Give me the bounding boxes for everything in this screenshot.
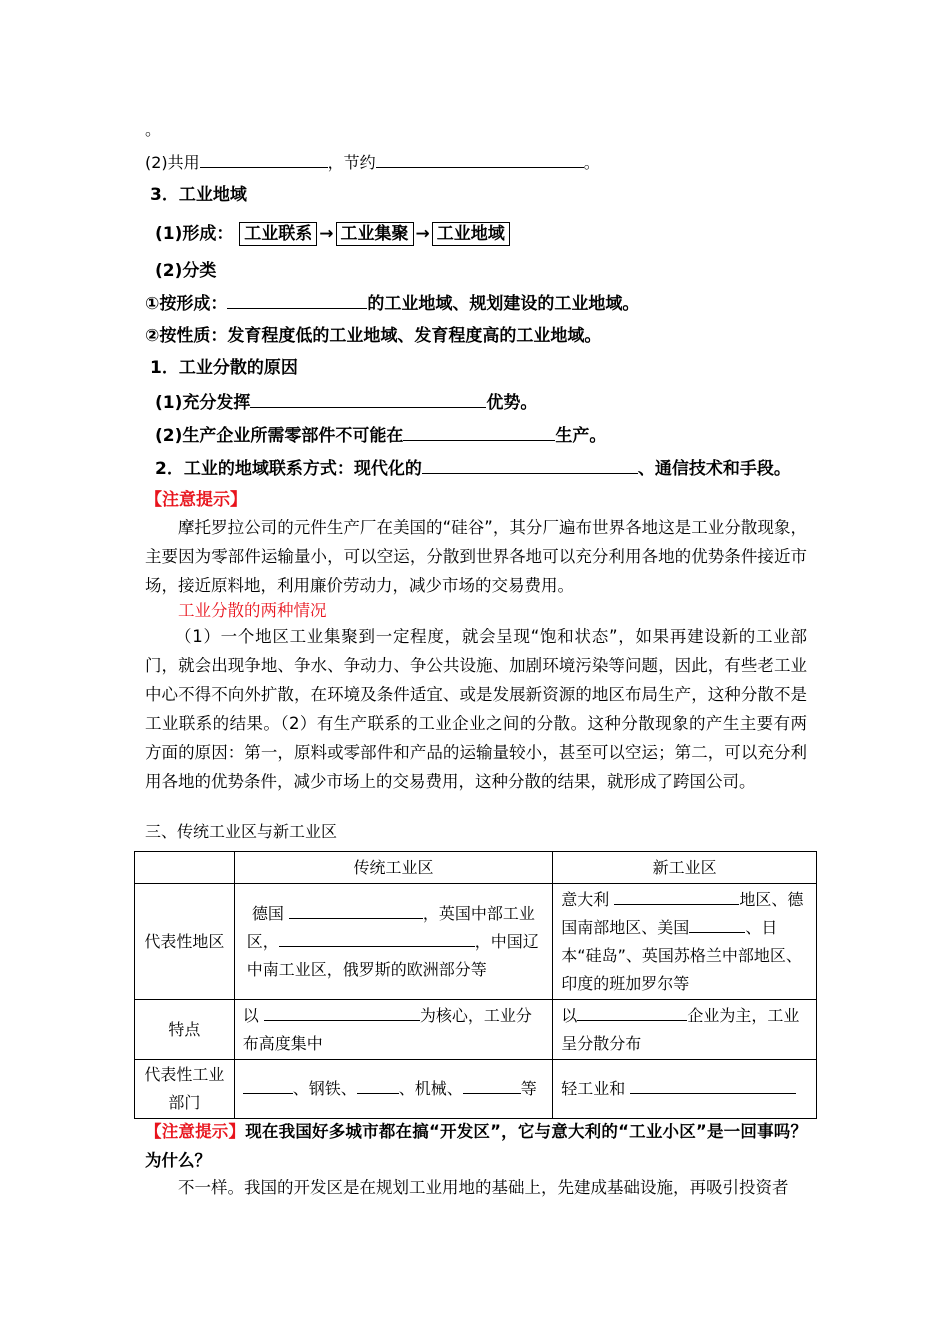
blank[interactable] <box>403 425 555 441</box>
text: 、日本“硅岛”、英国苏格兰中部地区、印度的班加罗尔等 <box>561 917 802 993</box>
blank[interactable] <box>289 903 423 919</box>
blank[interactable] <box>227 293 367 309</box>
line-shared-saving <box>145 152 600 173</box>
note-block-2 <box>145 1117 807 1175</box>
row-label: 特点 <box>135 1000 235 1060</box>
arrow-icon: → <box>319 224 334 244</box>
blank[interactable] <box>614 889 739 905</box>
formation-label: (1)形成： <box>155 224 234 244</box>
note-title-2: 【注意提示】 <box>145 1122 246 1141</box>
reason-1-line <box>155 392 537 413</box>
table-row <box>135 1060 817 1119</box>
text: 、通信技术和手段。 <box>637 459 791 479</box>
table-header-cell <box>135 852 235 884</box>
table-header-cell: 新工业区 <box>553 852 817 884</box>
row-label: 代表性工业部门 <box>135 1060 235 1119</box>
flow-box-3: 工业地域 <box>432 222 510 246</box>
dispersion-reason-heading: 1．工业分散的原因 <box>150 358 298 378</box>
table-header-cell: 传统工业区 <box>234 852 553 884</box>
note-question: 现在我国好多城市都在搞“开发区”，它与意大利的“工业小区”是一回事吗？为什么？ <box>145 1122 807 1170</box>
blank[interactable] <box>264 1005 420 1021</box>
text: 为核心，工业分布高度集中 <box>242 1005 532 1053</box>
text: ，英国中部工业区， <box>246 903 535 951</box>
blank[interactable] <box>463 1078 521 1094</box>
heading-industrial-region: 3．工业地域 <box>150 185 247 205</box>
text: 、钢铁、 <box>292 1079 357 1098</box>
blank[interactable] <box>689 917 745 933</box>
trad-sectors-cell <box>234 1060 553 1119</box>
text: 意大利 <box>561 889 610 909</box>
trad-feature-cell <box>234 1000 553 1060</box>
text: 的工业地域、规划建设的工业地域。 <box>367 294 640 314</box>
blank[interactable] <box>376 152 584 168</box>
text: (2)生产企业所需零部件不可能在 <box>155 426 404 446</box>
note-body-1: 摩托罗拉公司的元件生产厂在美国的“硅谷”，其分厂遍布世界各地这是工业分散现象，主要因为零部件运输量小，可以空运，分散到世界各地可以充分利用各地的优势条件接近市场，接近原料地，利用廉价劳动力，减少市场的交易费用。 <box>145 518 807 595</box>
text: 。 <box>583 153 600 172</box>
formation-flow <box>155 222 510 246</box>
text: 、机械、 <box>398 1079 463 1098</box>
text: ①按形成： <box>145 294 228 314</box>
blank[interactable] <box>243 1078 293 1094</box>
new-sectors-cell <box>553 1060 817 1119</box>
classification-heading: (2)分类 <box>155 261 217 281</box>
text: ，节约 <box>327 153 376 172</box>
text: 以 <box>242 1005 259 1025</box>
text: 德国 <box>251 903 284 923</box>
dispersion-paragraph: （1）一个地区工业集聚到一定程度，就会呈现“饱和状态”，如果再建设新的工业部门，就会出现争地、争水、争动力、争公共设施、加剧环境污染等问题，因此，有些老工业中心不得不向外扩散，在环境及条件适宜、或是发展新资源的地区布局生产，这种分散不是工业联系的结果。（2）有生产联系的工业企业之间的分散。这种分散现象的产生主要有两方面的原因：第一，原料或零部件和产品的运输量较小，甚至可以空运；第二，可以充分利用各地的优势条件，减少市场上的交易费用，这种分散的结果，就形成了跨国公司。 <box>145 627 807 791</box>
text: 2．工业的地域联系方式：现代化的 <box>155 459 422 479</box>
by-formation-line <box>145 293 639 314</box>
blank[interactable] <box>577 1005 687 1021</box>
flow-box-1: 工业联系 <box>239 222 317 246</box>
reason-2-line <box>155 425 606 446</box>
new-feature-cell <box>553 1000 817 1060</box>
text: 地区、德国南部地区、美国 <box>561 889 804 937</box>
text: 优势。 <box>486 393 538 413</box>
note-answer: 不一样。我国的开发区是在规划工业用地的基础上，先建成基础设施，再吸引投资者 <box>178 1178 789 1197</box>
trad-regions-cell <box>234 884 553 1000</box>
blank[interactable] <box>250 392 486 408</box>
blank[interactable] <box>422 458 638 474</box>
regional-link-line <box>155 458 791 479</box>
comparison-table <box>134 851 817 1119</box>
text: (1)充分发挥 <box>155 393 251 413</box>
table-row <box>135 884 817 1000</box>
text: 企业为主，工业呈分散分布 <box>561 1005 800 1053</box>
blank[interactable] <box>200 152 328 168</box>
text: (2)共用 <box>145 153 200 172</box>
text: 轻工业和 <box>561 1079 626 1098</box>
table-row <box>135 1000 817 1060</box>
section-three-title: 三、传统工业区与新工业区 <box>145 822 338 841</box>
blank[interactable] <box>279 931 475 947</box>
text: 以 <box>561 1005 578 1025</box>
new-regions-cell <box>553 884 817 1000</box>
blank[interactable] <box>357 1078 399 1094</box>
stray-period: 。 <box>145 120 162 139</box>
text: 生产。 <box>555 426 607 446</box>
table-header-row <box>135 852 817 884</box>
note-title-1: 【注意提示】 <box>145 490 247 510</box>
subsection-title: 工业分散的两种情况 <box>178 601 327 620</box>
by-nature-line: ②按性质：发育程度低的工业地域、发育程度高的工业地域。 <box>145 326 602 346</box>
arrow-icon: → <box>415 224 430 244</box>
text: 等 <box>520 1079 537 1098</box>
text: ，中国辽中南工业区，俄罗斯的欧洲部分等 <box>246 931 539 979</box>
row-label: 代表性地区 <box>135 884 235 1000</box>
blank[interactable] <box>630 1078 796 1094</box>
flow-box-2: 工业集聚 <box>336 222 414 246</box>
